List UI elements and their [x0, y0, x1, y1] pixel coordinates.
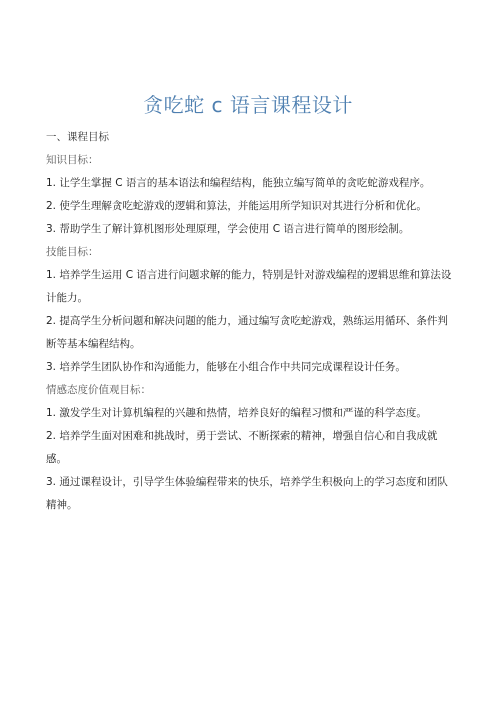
attitude-goal-item: 2. 培养学生面对困难和挑战时，勇于尝试、不断探索的精神，增强自信心和自我成就感。	[46, 430, 438, 465]
attitude-goal-item: 3. 通过课程设计，引导学生体验编程带来的快乐，培养学生积极向上的学习态度和团队精神。	[46, 476, 448, 511]
knowledge-goal-item: 2. 使学生理解贪吃蛇游戏的逻辑和算法，并能运用所学知识对其进行分析和优化。	[46, 200, 427, 212]
document-title: 贪吃蛇 c 语言课程设计	[143, 93, 353, 117]
skill-goal-item: 1. 培养学生运用 C 语言进行问题求解的能力，特别是针对游戏编程的逻辑思维和算法设计能力。	[46, 269, 452, 304]
skill-goal-item: 2. 提高学生分析问题和解决问题的能力，通过编写贪吃蛇游戏，熟练运用循环、条件判断等基本编程结构。	[46, 315, 448, 350]
knowledge-goal-item: 1. 让学生掌握 C 语言的基本语法和编程结构，能独立编写简单的贪吃蛇游戏程序。	[46, 177, 431, 189]
knowledge-goals-label: 知识目标：	[46, 154, 99, 166]
section-heading: 一、课程目标	[46, 131, 109, 143]
knowledge-goal-item: 3. 帮助学生了解计算机图形处理原理，学会使用 C 语言进行简单的图形绘制。	[46, 223, 410, 235]
skill-goals-label: 技能目标：	[46, 246, 99, 258]
attitude-goals-label: 情感态度价值观目标：	[46, 384, 151, 396]
attitude-goal-item: 1. 激发学生对计算机编程的兴趣和热情，培养良好的编程习惯和严谨的科学态度。	[46, 407, 427, 419]
skill-goal-item: 3. 培养学生团队协作和沟通能力，能够在小组合作中共同完成课程设计任务。	[46, 361, 406, 373]
document-body	[46, 126, 458, 517]
